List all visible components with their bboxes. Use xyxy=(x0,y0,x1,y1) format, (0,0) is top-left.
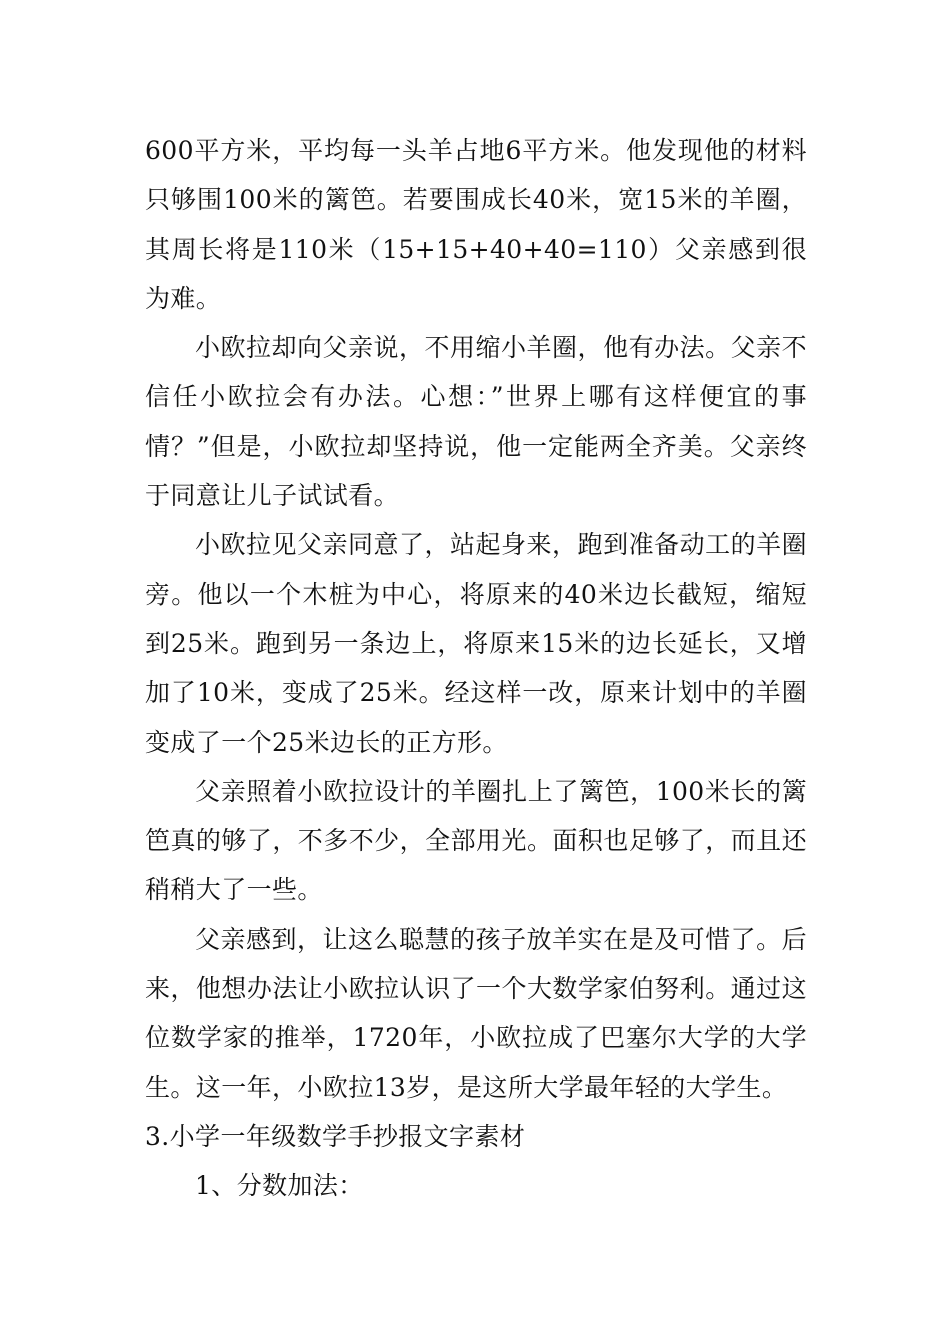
section-heading: 3.小学一年级数学手抄报文字素材 xyxy=(145,1121,526,1151)
paragraph-1: 600平方米，平均每一头羊占地6平方米。他发现他的材料只够围100米的篱笆。若要围成长40米，宽15米的羊圈，其周长将是110米（15+15+40+40=110）父亲感到很为难。 xyxy=(145,136,807,313)
paragraph-5: 父亲感到，让这么聪慧的孩子放羊实在是及可惜了。后来，他想办法让小欧拉认识了一个大数学家伯努利。通过这位数学家的推举，1720年，小欧拉成了巴塞尔大学的大学生。这一年，小欧拉13岁，是这所大学最年轻的大学生。 xyxy=(145,924,807,1102)
paragraph-2: 小欧拉却向父亲说，不用缩小羊圈，他有办法。父亲不信任小欧拉会有办法。心想：”世界上哪有这样便宜的事情？”但是，小欧拉却坚持说，他一定能两全齐美。父亲终于同意让儿子试试看。 xyxy=(145,333,807,511)
paragraph-3: 小欧拉见父亲同意了，站起身来，跑到准备动工的羊圈旁。他以一个木桩为中心，将原来的40米边长截短，缩短到25米。跑到另一条边上，将原来15米的边长延长，又增加了10米，变成了25米。经这样一改，原来计划中的羊圈变成了一个25米边长的正方形。 xyxy=(145,530,807,757)
document-page xyxy=(145,126,807,1211)
list-item-fraction-addition: 1、分数加法： xyxy=(195,1171,364,1201)
paragraph-4: 父亲照着小欧拉设计的羊圈扎上了篱笆，100米长的篱笆真的够了，不多不少，全部用光。面积也足够了，而且还稍稍大了一些。 xyxy=(145,776,807,905)
